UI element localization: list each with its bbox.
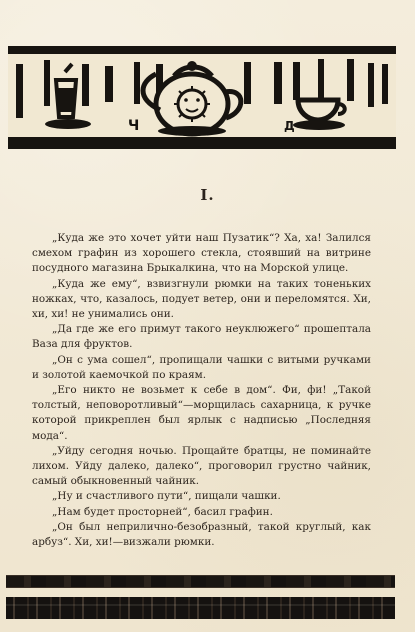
story-paragraph: „Он с ума сошел“, пропищали чашки с витыми ручками и золотой каемочкой по краям.	[32, 353, 371, 381]
teaware-header-illustration	[8, 46, 396, 149]
story-text	[32, 231, 371, 550]
story-paragraph: „Куда же ему“, взвизгнули рюмки на таких тоненьких ножках, что, казалось, подует ветер, они и переломятся. Хи, хи, хи! не унимались они.	[32, 277, 371, 321]
story-paragraph: „Да где же его примут такого неуклюжего“ прошептала Ваза для фруктов.	[32, 323, 371, 351]
story-paragraph: „Его никто не возьмет к себе в дом“. Фи, фи! „Такой толстый, неповоротливый“—морщилась сахарница, к ручке которой прикреплен был ярлык с надписью „Последняя мода“.	[32, 384, 371, 442]
svg-text:Д: Д	[284, 119, 295, 133]
story-paragraph: „Ну и счастливого пути“, пищали чашки.	[52, 490, 281, 503]
footer-ornament-band	[6, 597, 395, 619]
story-paragraph: „Куда же это хочет уйти наш Пузатик“? Ха, ха! Залился смехом графин из хорошего стекла, стоявший на витрине посудного магазина Брыкалкина, что на Морской улице.	[32, 232, 371, 275]
story-paragraph: „Нам будет просторней“, басил графин.	[52, 505, 273, 518]
chapter-number: I.	[200, 186, 215, 204]
footer-ornament-band	[6, 575, 395, 588]
story-paragraph: „Он был неприлично-безобразный, такой круглый, как арбуз“. Хи, хи!—визжали рюмки.	[32, 520, 371, 549]
svg-text:Ч: Ч	[128, 118, 140, 134]
story-paragraph: „Уйду сегодня ночью. Прощайте братцы, не поминайте лихом. Уйду далеко, далеко“, проговорил грустно чайник, самый обыкновенный чайник.	[32, 444, 371, 488]
